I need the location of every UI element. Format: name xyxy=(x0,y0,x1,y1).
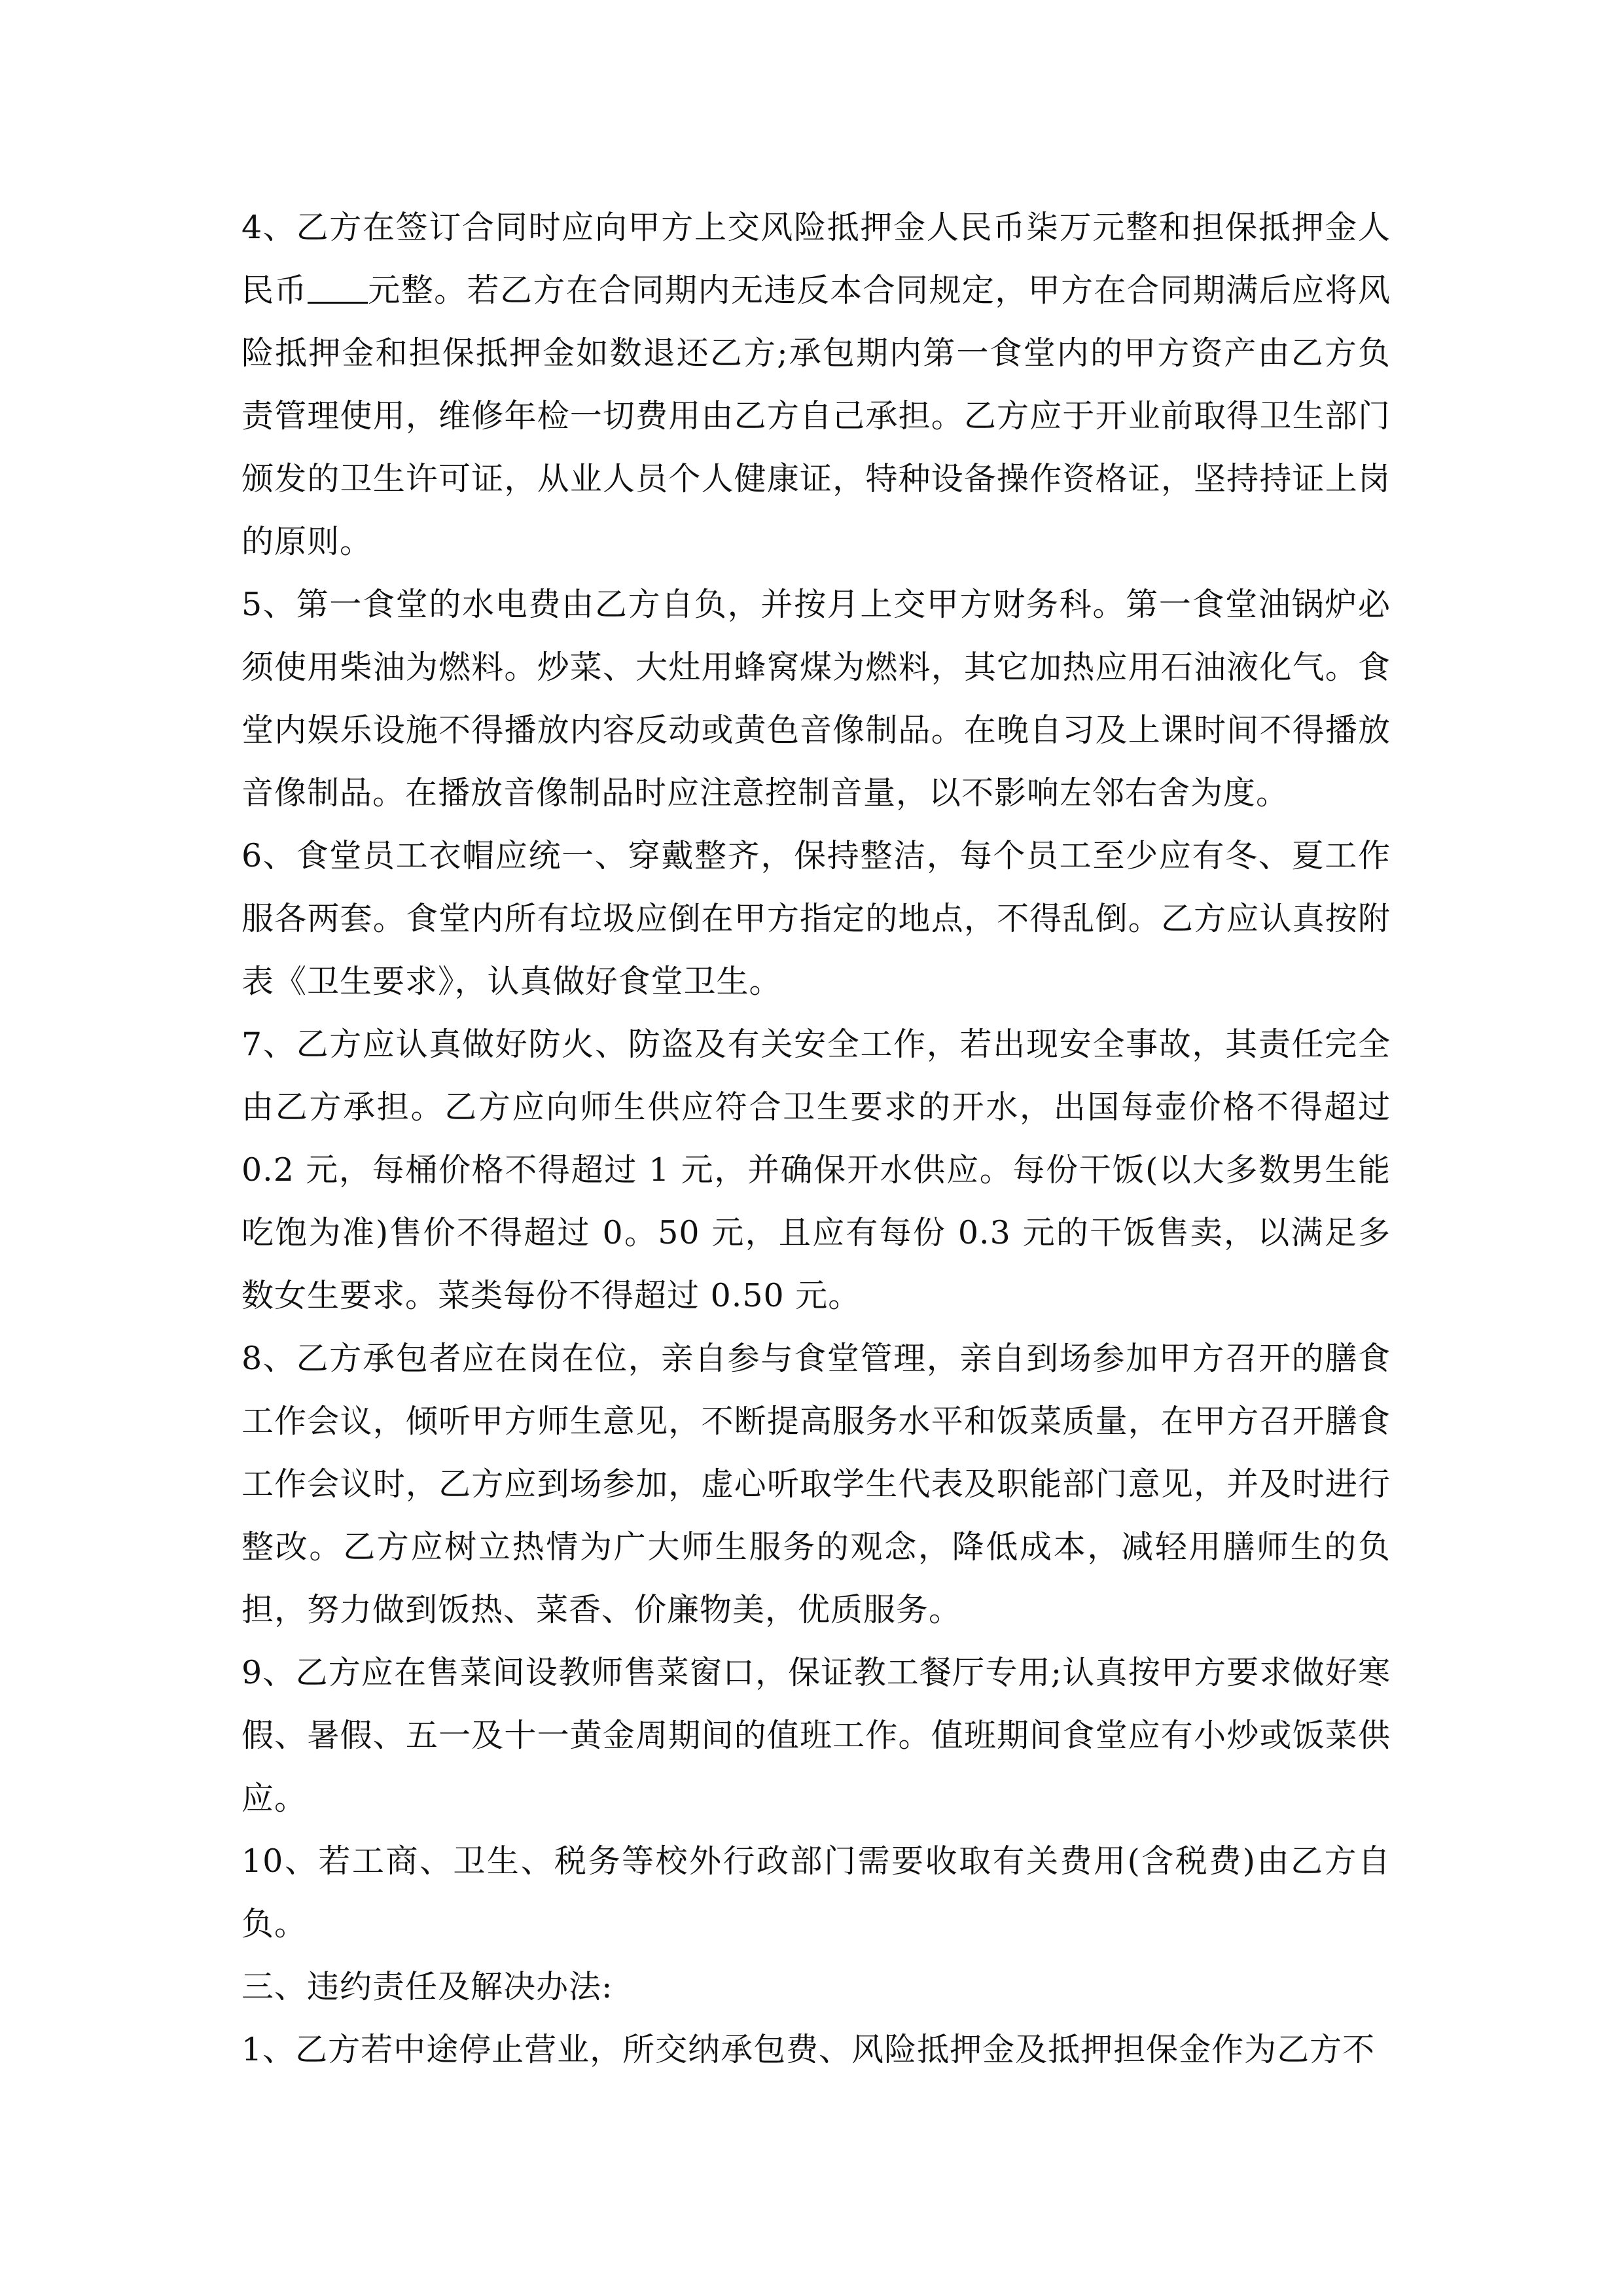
section-3-clause-1: 1、乙方若中途停止营业，所交纳承包费、风险抵押金及抵押担保金作为乙方不 xyxy=(241,2031,1376,2068)
clause-9: 9、乙方应在售菜间设教师售菜窗口，保证教工餐厅专用;认真按甲方要求做好寒假、暑假、五一及十一黄金周期间的值班工作。值班期间食堂应有小炒或饭菜供应。 xyxy=(241,1654,1391,1817)
clause-4-text-rest: 元整。若乙方在合同期内无违反本合同规定，甲方在合同期满后应将风险抵押金和担保抵押金如数退还乙方;承包期内第一食堂内的甲方资产由乙方负责管理使用，维修年检一切费用由乙方自己承担。乙方应于开业前取得卫生部门颁发的卫生许可证，从业人员个人健康证，特种设备操作资格证，坚持持证上岗的原则。 xyxy=(241,272,1391,560)
clause-5: 5、第一食堂的水电费由乙方自负，并按月上交甲方财务科。第一食堂油锅炉必须使用柴油为燃料。炒菜、大灶用蜂窝煤为燃料，其它加热应用石油液化气。食堂内娱乐设施不得播放内容反动或黄色音像制品。在晚自习及上课时间不得播放音像制品。在播放音像制品时应注意控制音量，以不影响左邻右舍为度。 xyxy=(241,586,1391,812)
clause-7: 7、乙方应认真做好防火、防盗及有关安全工作，若出现安全事故，其责任完全由乙方承担。乙方应向师生供应符合卫生要求的开水，出国每壶价格不得超过 0.2 元，每桶价格不得超过 1 元，并确保开水供应。每份干饭(以大多数男生能吃饱为准)售价不得超过 0。50 元，且应有每份 0.3 元的干饭售卖，以满足多数女生要求。菜类每份不得超过 0.50 元。 xyxy=(241,1026,1391,1314)
clause-6: 6、食堂员工衣帽应统一、穿戴整齐，保持整洁，每个员工至少应有冬、夏工作服各两套。食堂内所有垃圾应倒在甲方指定的地点，不得乱倒。乙方应认真按附表《卫生要求》，认真做好食堂卫生。 xyxy=(241,837,1391,1000)
clause-4 xyxy=(241,196,1391,573)
clause-10: 10、若工商、卫生、税务等校外行政部门需要收取有关费用(含税费)由乙方自负。 xyxy=(241,1842,1391,1943)
clause-8: 8、乙方承包者应在岗在位，亲自参与食堂管理，亲自到场参加甲方召开的膳食工作会议，倾听甲方师生意见，不断提高服务水平和饭菜质量，在甲方召开膳食工作会议时，乙方应到场参加，虚心听取学生代表及职能部门意见，并及时进行整改。乙方应树立热情为广大师生服务的观念，降低成本，减轻用膳师生的负担，努力做到饭热、菜香、价廉物美，优质服务。 xyxy=(241,1340,1391,1628)
document-body xyxy=(241,196,1391,2081)
section-heading-3: 三、违约责任及解决办法: xyxy=(241,1968,613,2005)
blank-amount-line xyxy=(308,276,368,304)
clause-4-text-start: 4、乙方在签订合同时应向甲方上交风险抵押金人民币柒万元整和担保抵押金人民币 xyxy=(241,209,1391,309)
